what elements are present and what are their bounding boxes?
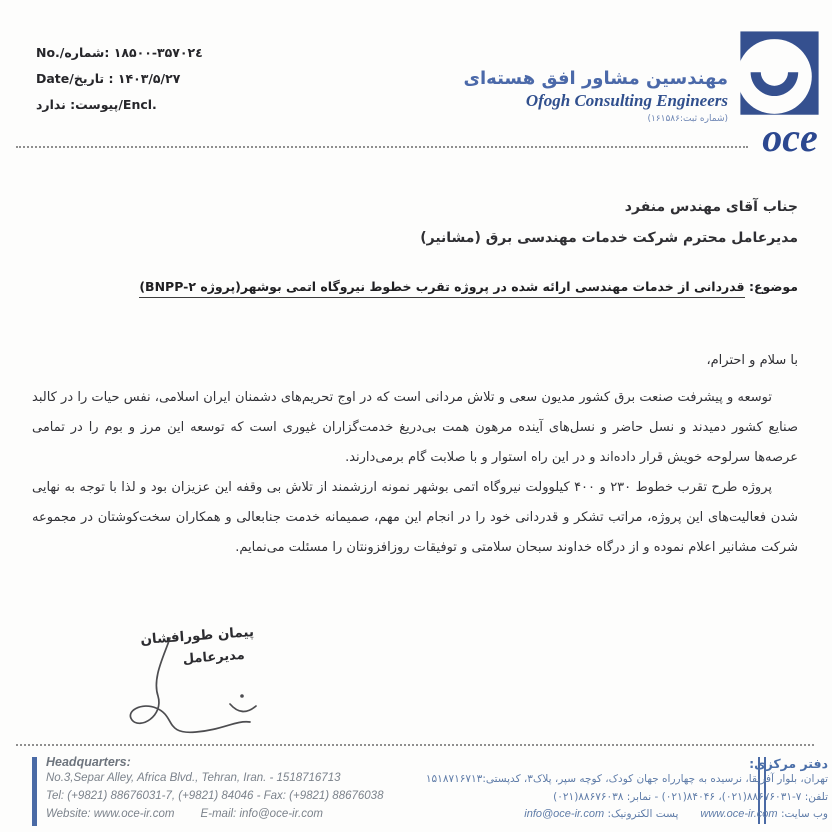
footer-en-heading: Headquarters:	[46, 755, 131, 769]
subject-label: موضوع:	[744, 279, 798, 294]
footer-persian	[425, 756, 828, 824]
oce-logo-icon	[737, 28, 822, 119]
company-name-fa: مهندسین مشاور افق هسته‌ای	[463, 68, 728, 89]
footer-en-email-link[interactable]: info@oce-ir.com	[239, 808, 323, 820]
footer-fa-web-email	[442, 806, 828, 824]
subject-text: قدردانی از خدمات مهندسی ارائه شده در پروژه تقرب خطوط نیروگاه اتمی بوشهر(پروژه BNPP-۲)	[139, 279, 744, 298]
signer-name: پیمان طورافشان	[139, 624, 255, 648]
ref-date-label-en: Date/	[36, 71, 74, 86]
footer-fa-phone: تلفن: ۷-۸۸۶۷۶۰۳۱(۰۲۱)، ۸۴۰۴۶(۰۲۱) - نمابر: ۸۸۶۷۶۰۳۸(۰۲۱)	[553, 790, 828, 803]
company-name-en: Ofogh Consulting Engineers	[525, 91, 728, 110]
footer-en-phone: Tel: (+9821) 88676031-7, (+9821) 84046 - Fax: (+9821) 88676038	[46, 790, 384, 802]
header-dotted-divider	[16, 146, 748, 148]
body-paragraph-1: توسعه و پیشرفت صنعت برق کشور مدیون سعی و تلاش مردانی است که در اوج تحریم‌های دشمنان ایران اسلامی، نفس حیات را در کالبد صنایع کشور دمیدند و نسل حاضر و نسل‌های آینده مرهون همت بی‌دریغ خدمت‌گزاران غیوری است که توسعه این مرز و بوم را در تمامی عرصه‌ها سرلوحه خویش قرار داده‌اند و در این راه استوار و با صلابت گام برمی‌دارند.	[32, 390, 798, 465]
footer-en-web-label: Website:	[46, 808, 91, 820]
subject-line	[32, 279, 798, 294]
ref-no-value: ۱۸۵۰۰-۳۵۷۰۲٤	[113, 45, 203, 60]
ref-date-line	[36, 66, 203, 92]
reference-block	[36, 40, 203, 118]
signature-block	[107, 622, 289, 672]
footer-en-web-link[interactable]: www.oce-ir.com	[93, 808, 175, 820]
ref-encl-value: ندارد	[36, 97, 66, 112]
ref-date-value: ۱۴۰۳/۵/۲۷	[117, 71, 181, 86]
footer-en-email-label: E-mail:	[200, 808, 237, 820]
recipient-name: جناب آقای مهندس منفرد	[624, 199, 798, 215]
footer-en-web-email	[46, 806, 426, 823]
ref-encl-label-en: /Encl.	[118, 97, 157, 112]
recipient-title: مدیرعامل محترم شرکت خدمات مهندسی برق (مشانیر)	[420, 230, 798, 246]
footer-en-address: No.3,Separ Alley, Africa Blvd., Tehran, Iran. - 1518716713	[46, 772, 341, 784]
signer-title: مدیرعامل	[182, 647, 246, 668]
body-paragraph-2: پروژه طرح تقرب خطوط ۲۳۰ و ۴۰۰ کیلوولت نیروگاه اتمی بوشهر نمونه ارزشمند از تلاش بی وقفه این عزیزان بود و لذا با توجه به نهایی شدن فعالیت‌های این پروژه، مراتب تشکر و قدردانی خود را در انجام این مهم، صمیمانه خدمت جنابعالی و همکاران سخت‌کوشتان در مجموعه شرکت مشانیر اعلام نموده و از درگاه خداوند سبحان سلامتی و توفیقات روزافزونتان را مسئلت می‌نمایم.	[32, 480, 798, 555]
ref-date-label-fa: تاریخ	[73, 71, 105, 86]
footer-fa-web-link[interactable]: www.oce-ir.com	[700, 808, 778, 820]
ref-no-label-en: No./	[36, 45, 65, 60]
footer-fa-email-label: پست الکترونیک:	[607, 808, 679, 820]
company-header	[308, 68, 728, 124]
footer-fa-web-label: وب سایت:	[780, 808, 828, 820]
ref-encl-separator: :	[65, 97, 76, 112]
company-registration-number: (شماره ثبت:۱۶۱۵۸۶)	[647, 114, 728, 124]
footer-fa-address: تهران، بلوار آفریقا، نرسیده به چهارراه جهان کودک، کوچه سپر، پلاک۳، کدپستی:۱۵۱۸۷۱۶۷۱۳	[425, 773, 828, 785]
ref-no-label-fa: شماره	[64, 45, 105, 60]
footer-en-accent-bar	[32, 757, 37, 826]
recipient-block	[32, 192, 798, 254]
footer-fa-email-link[interactable]: info@oce-ir.com	[524, 808, 605, 820]
ref-no-separator: :	[104, 45, 114, 60]
footer-english	[46, 755, 426, 823]
footer-dotted-divider	[16, 744, 814, 746]
ref-number-line	[36, 40, 203, 66]
ref-date-separator: :	[104, 71, 118, 86]
ref-encl-line	[36, 92, 203, 118]
footer-fa-heading: دفتر مرکزی:	[749, 756, 828, 771]
ref-encl-label-fa: پیوست	[75, 97, 119, 112]
salutation: با سلام و احترام،	[706, 353, 798, 368]
oce-logo-text: oce	[762, 115, 818, 160]
